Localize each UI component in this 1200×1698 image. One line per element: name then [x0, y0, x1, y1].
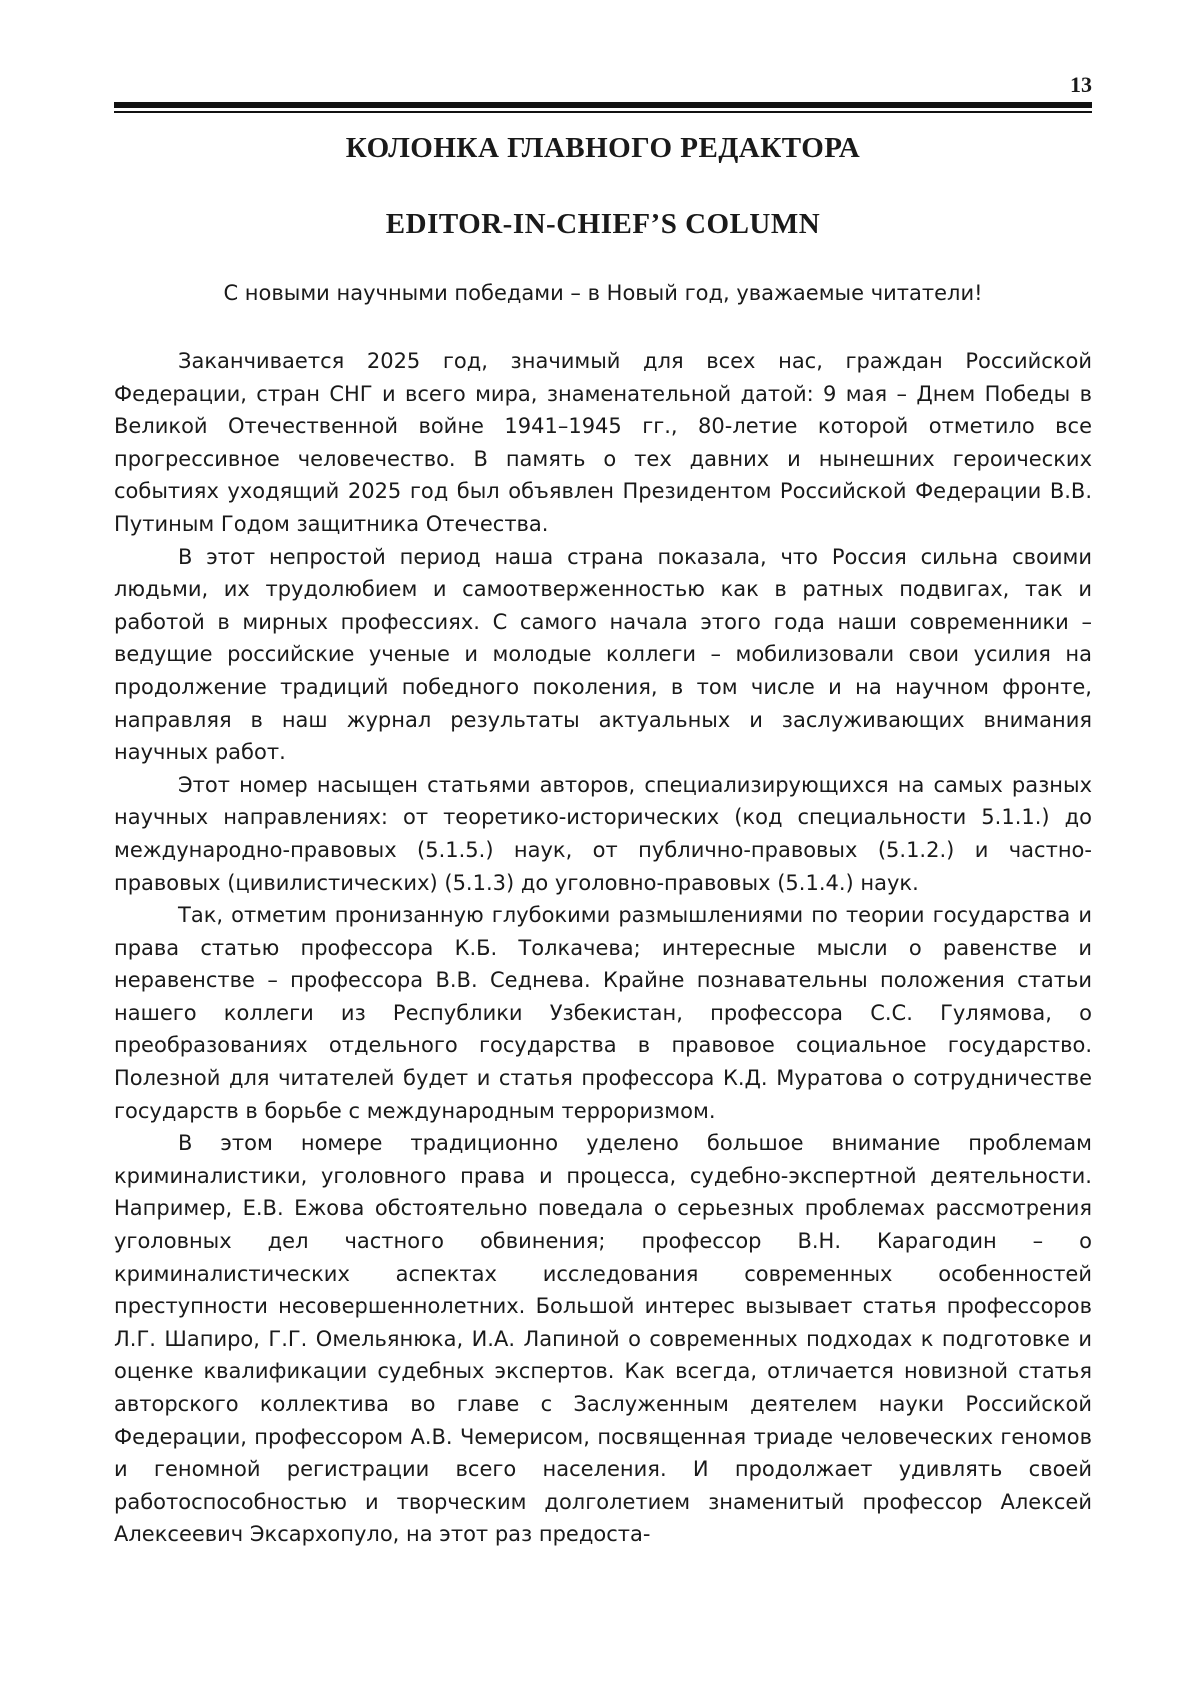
greeting-line: С новыми научными победами – в Новый год, уважаемые читатели! — [223, 281, 983, 305]
paragraph-3: Этот номер насыщен статьями авторов, специализирующихся на самых разных научных направлениях: от теоретико-исторических (код специальности 5.1.1.) до международно-правовых (5.1.5.) наук, от публично-правовых (5.1.2.) и частно-правовых (цивилистических) (5.1.3) до уголовно-правовых (5.1.4.) наук. — [114, 772, 1092, 895]
title-russian: КОЛОНКА ГЛАВНОГО РЕДАКТОРА — [345, 132, 861, 164]
paragraph-2: В этот непростой период наша страна показала, что Россия сильна своими людьми, их трудолюбием и самоотверженностью как в ратных подвигах, так и работой в мирных профессиях. С самого начала этого года наши современники – ведущие российские ученые и молодые коллеги – мобилизовали свои усилия на продолжение традиций победного поколения, в том числе и на научном фронте, направляя в наш журнал результаты актуальных и заслуживающих внимания научных работ. — [114, 544, 1092, 765]
header-rule-thick — [114, 102, 1092, 108]
page-number: 13 — [1070, 72, 1092, 97]
article-body — [114, 345, 1092, 1551]
title-english: EDITOR-IN-CHIEF’S COLUMN — [385, 208, 821, 240]
paragraph-5: В этом номере традиционно уделено большое внимание проблемам криминалистики, уголовного права и процесса, судебно-экспертной деятельности. Например, Е.В. Ежова обстоятельно поведала о серьезных проблемах рассмотрения уголовных дел частного обвинения; профессор В.Н. Карагодин – о криминалистических аспектах исследования современных особенностей преступности несовершеннолетних. Большой интерес вызывает статья профессоров Л.Г. Шапиро, Г.Г. Омельянюка, И.А. Лапиной о современных подходах к подготовке и оценке квалификации судебных экспертов. Как всегда, отличается новизной статья авторского коллектива во главе с Заслуженным деятелем науки Российской Федерации, профессором А.В. Чемерисом, посвященная триаде человеческих геномов и геномной регистрации всего населения. И продолжает удивлять своей работоспособностью и творческим долголетием знаменитый профессор Алексей Алексеевич Эксархопуло, на этот раз предоста- — [114, 1131, 1092, 1547]
paragraph-1: Заканчивается 2025 год, значимый для всех нас, граждан Российской Федерации, стран СНГ и всего мира, знаменательной датой: 9 мая – Днем Победы в Великой Отечественной войне 1941–1945 гг., 80-летие которой отметило все прогрессивное человечество. В память о тех давних и нынешних героических событиях уходящий 2025 год был объявлен Президентом Российской Федерации В.В. Путиным Годом защитника Отечества. — [114, 349, 1092, 536]
paragraph-4: Так, отметим пронизанную глубокими размышлениями по теории государства и права статью профессора К.Б. Толкачева; интересные мысли о равенстве и неравенстве – профессора В.В. Седнева. Крайне познавательны положения статьи нашего коллеги из Республики Узбекистан, профессора С.С. Гулямова, о преобразованиях отдельного государства в правовое социальное государство. Полезной для читателей будет и статья профессора К.Д. Муратова о сотрудничестве государств в борьбе с международным терроризмом. — [114, 903, 1092, 1123]
header-rule-thin — [114, 111, 1092, 113]
